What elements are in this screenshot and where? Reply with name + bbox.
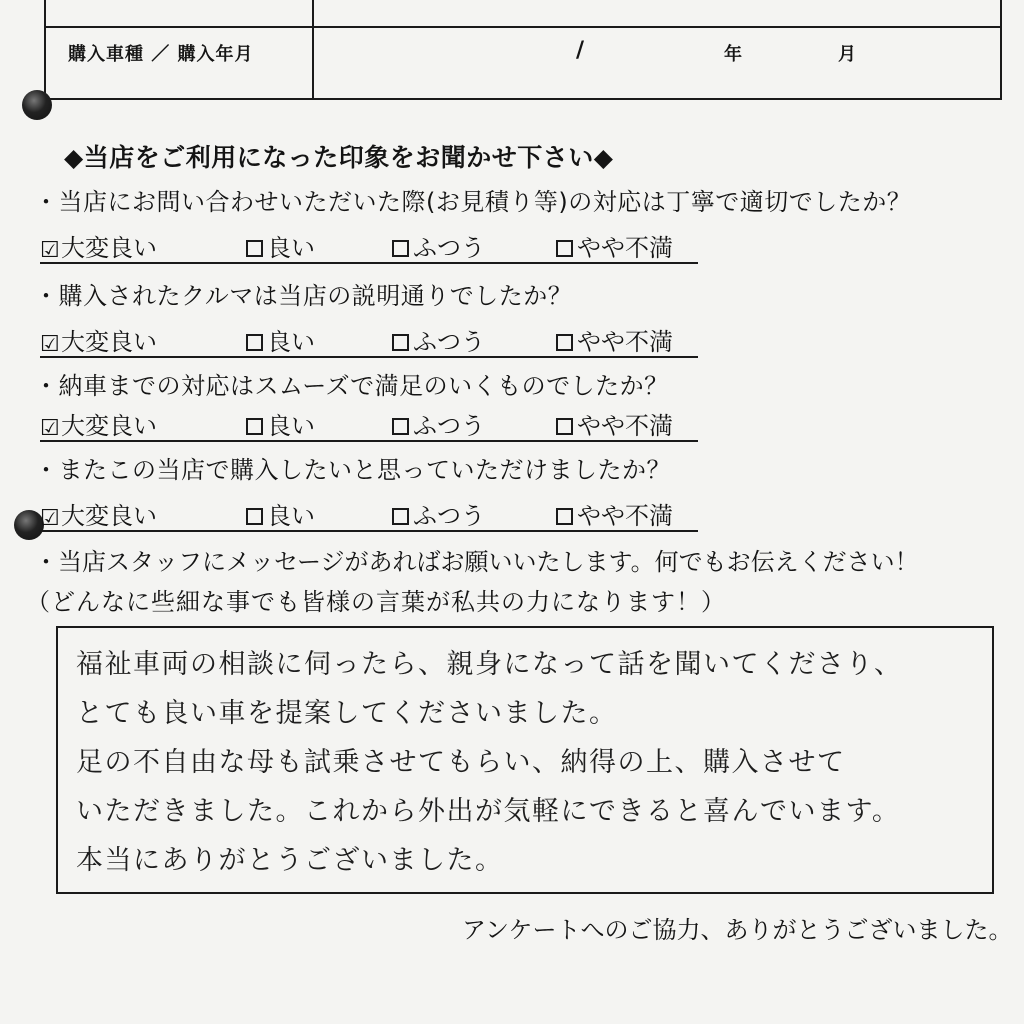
checkbox[interactable]: ☑: [40, 238, 60, 263]
answer-options: [40, 228, 698, 264]
checkbox[interactable]: [392, 418, 409, 435]
checkbox[interactable]: [246, 418, 263, 435]
answer-option-label: やや不満: [577, 502, 673, 530]
answer-options: [40, 496, 698, 532]
survey-question: ・またこの当店で購入したいと思っていただけましたか？: [34, 456, 671, 484]
answer-option[interactable]: [556, 228, 673, 263]
answer-option[interactable]: [392, 406, 485, 441]
answer-option[interactable]: [392, 496, 485, 531]
purchase-info-table: [44, 0, 1002, 100]
handwritten-line: いただきました。これから外出が気軽にできると喜んでいます。: [76, 796, 901, 827]
checkbox[interactable]: [246, 240, 263, 257]
year-label: 年: [724, 44, 742, 65]
table-column-divider: [312, 0, 314, 98]
message-subtext: （どんなに些細な事でも皆様の言葉が私共の力になります！）: [26, 588, 726, 616]
survey-section-title: ◆当店をご利用になった印象をお聞かせ下さい◆: [64, 143, 614, 172]
checkbox[interactable]: [392, 334, 409, 351]
answer-options: [40, 406, 698, 442]
answer-option[interactable]: [246, 322, 315, 357]
table-divider: [46, 26, 1000, 28]
handwritten-line: 本当にありがとうございました。: [76, 845, 504, 876]
answer-option-label: 良い: [267, 502, 315, 530]
answer-option[interactable]: [556, 496, 673, 531]
answer-option[interactable]: [556, 406, 673, 441]
survey-question: ・購入されたクルマは当店の説明通りでしたか？: [34, 282, 573, 310]
answer-option-label: やや不満: [577, 328, 673, 356]
model-date-separator: /: [576, 38, 585, 63]
checkbox[interactable]: [556, 508, 573, 525]
answer-option-label: ふつう: [413, 234, 485, 262]
thanks-message: アンケートへのご協力、ありがとうございました。: [462, 916, 1013, 944]
answer-option-label: 良い: [267, 328, 315, 356]
survey-question: ・納車までの対応はスムーズで満足のいくものでしたか？: [34, 372, 669, 400]
handwritten-line: とても良い車を提案してくださいました。: [76, 698, 618, 729]
purchase-model-date-label: 購入車種 ／ 購入年月: [68, 44, 254, 65]
checkbox[interactable]: ☑: [40, 416, 60, 441]
answer-option[interactable]: [40, 406, 157, 441]
answer-options: [40, 322, 698, 358]
answer-option-label: 良い: [267, 234, 315, 262]
checkbox[interactable]: ☑: [40, 332, 60, 357]
answer-option[interactable]: [556, 322, 673, 357]
month-label: 月: [838, 44, 856, 65]
answer-option-label: 良い: [267, 412, 315, 440]
checkbox[interactable]: [392, 508, 409, 525]
answer-option-label: 大変良い: [61, 412, 157, 440]
answer-option[interactable]: [246, 406, 315, 441]
checkbox[interactable]: [556, 240, 573, 257]
answer-option[interactable]: [392, 322, 485, 357]
answer-option-label: 大変良い: [61, 328, 157, 356]
checkbox[interactable]: [556, 334, 573, 351]
answer-option[interactable]: [40, 322, 157, 357]
handwritten-line: 福祉車両の相談に伺ったら、親身になって話を聞いてくださり、: [76, 649, 903, 680]
answer-option-label: やや不満: [577, 412, 673, 440]
message-box: [56, 626, 994, 894]
answer-option[interactable]: [392, 228, 485, 263]
punch-hole-top: [22, 90, 52, 120]
answer-option-label: ふつう: [413, 412, 485, 440]
checkbox[interactable]: [246, 334, 263, 351]
answer-option[interactable]: [246, 228, 315, 263]
checkbox[interactable]: [392, 240, 409, 257]
answer-option-label: やや不満: [577, 234, 673, 262]
answer-option[interactable]: [40, 496, 157, 531]
answer-option-label: 大変良い: [61, 502, 157, 530]
survey-question: ・当店にお問い合わせいただいた際(お見積り等)の対応は丁寧で適切でしたか？: [34, 188, 912, 216]
checkbox[interactable]: ☑: [40, 506, 60, 531]
checkbox[interactable]: [556, 418, 573, 435]
answer-option[interactable]: [246, 496, 315, 531]
answer-option[interactable]: [40, 228, 157, 263]
answer-option-label: 大変良い: [61, 234, 157, 262]
answer-option-label: ふつう: [413, 502, 485, 530]
message-prompt: ・当店スタッフにメッセージがあればお願いいたします。何でもお伝えください！: [34, 548, 919, 576]
handwritten-line: 足の不自由な母も試乗させてもらい、納得の上、購入させて: [76, 747, 846, 778]
checkbox[interactable]: [246, 508, 263, 525]
answer-option-label: ふつう: [413, 328, 485, 356]
